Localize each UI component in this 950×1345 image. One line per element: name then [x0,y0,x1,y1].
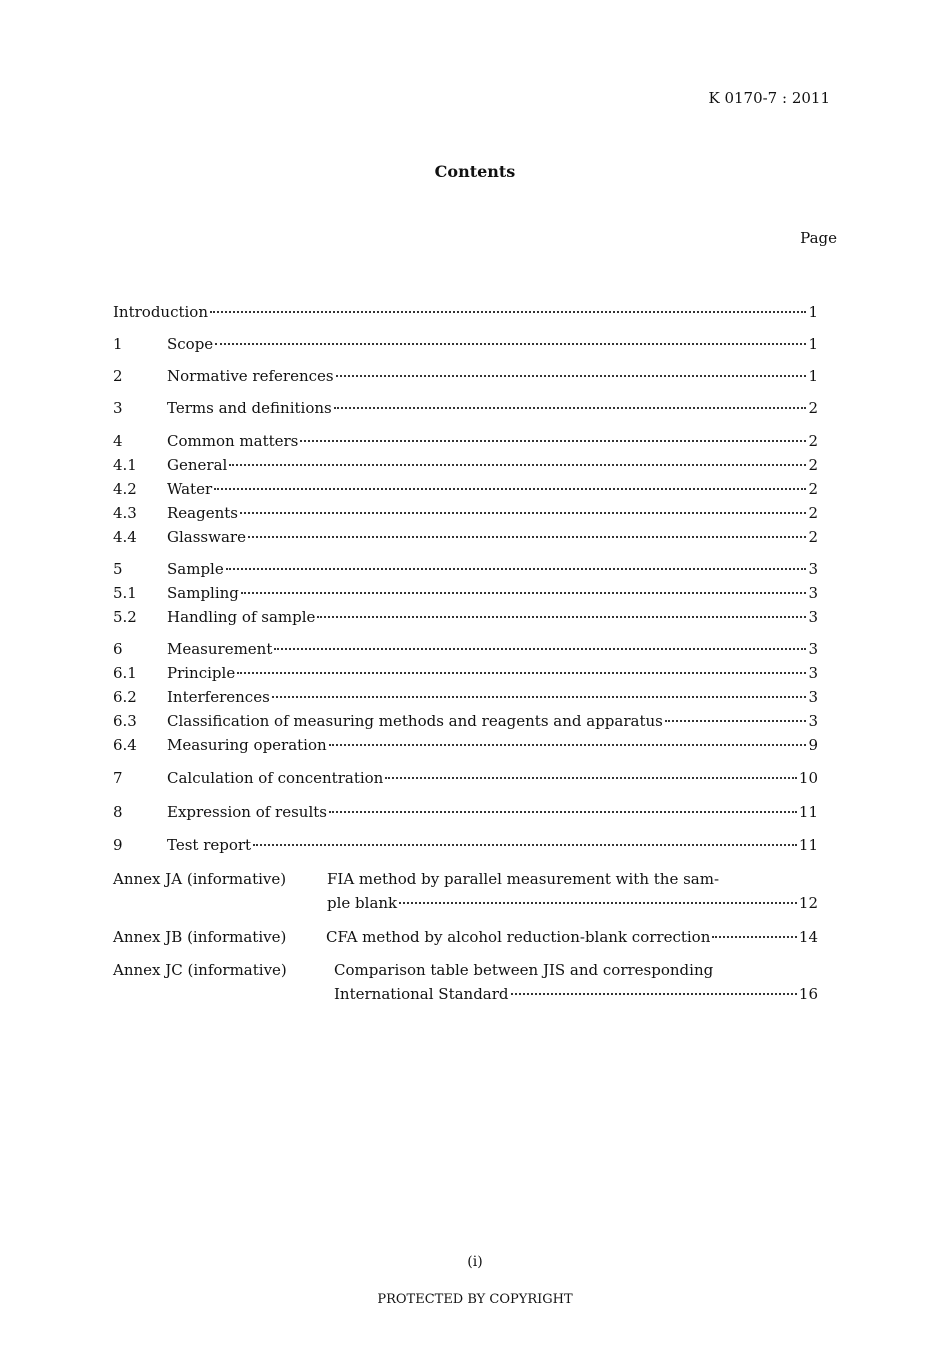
leader-dots [237,672,806,674]
toc-entry[interactable] [113,662,818,684]
annex-label: Annex JA (informative) [113,870,287,888]
toc-page: 2 [808,399,818,417]
leader-dots [712,936,797,938]
toc-page: 3 [808,608,818,626]
toc-entry[interactable] [113,606,818,628]
toc-number: 4.1 [113,456,137,474]
toc-page: 3 [808,712,818,730]
toc-entry[interactable] [113,582,818,604]
toc-number: 4.4 [113,528,137,546]
leader-dots [329,811,797,813]
toc-number: 1 [113,335,123,353]
toc-title: General [167,456,228,474]
toc-entry[interactable] [113,638,818,660]
toc-number: 2 [113,367,123,385]
leader-dots [229,464,806,466]
toc-title: Expression of results [167,803,327,821]
toc-entry[interactable] [113,686,818,708]
annex-label: Annex JB (informative) [113,928,287,946]
toc-number: 7 [113,769,123,787]
toc-entry[interactable] [113,333,818,355]
toc-number: 6.2 [113,688,137,706]
toc-number: 6.4 [113,736,137,754]
toc-title: Classification of measuring methods and reagents and apparatus [167,712,663,730]
toc-number: 6 [113,640,123,658]
toc-page: 2 [808,528,818,546]
toc-title: Reagents [167,504,238,522]
annex-title-line1: Comparison table between JIS and corresponding [334,961,714,979]
toc-entry[interactable] [113,834,818,856]
toc-page: 9 [808,736,818,754]
toc-number: 3 [113,399,123,417]
toc-title: Normative references [167,367,334,385]
toc-page: 1 [808,335,818,353]
annex-title-line2: International Standard [334,985,509,1003]
leader-dots [215,343,806,345]
contents-title: Contents [434,162,516,181]
toc-page: 3 [808,688,818,706]
leader-dots [240,512,806,514]
toc-title: Terms and definitions [167,399,332,417]
toc-entry[interactable] [113,558,818,580]
toc-page: 14 [798,928,818,946]
toc-title: Interferences [167,688,270,706]
page-column-label: Page [800,229,837,247]
toc-number: 9 [113,836,123,854]
toc-title: Sample [167,560,224,578]
toc-entry[interactable] [113,454,818,476]
toc-title: Principle [167,664,236,682]
leader-dots [272,696,807,698]
toc-entry[interactable] [113,734,818,756]
toc-title: Introduction [113,303,208,321]
footer-page-number: (i) [467,1254,483,1270]
toc-entry[interactable] [113,526,818,548]
toc-title: Handling of sample [167,608,316,626]
toc-page: 2 [808,432,818,450]
leader-dots [511,993,797,995]
toc-page: 2 [808,456,818,474]
toc-annex-jc[interactable] [113,958,818,1006]
toc-title: Water [167,480,213,498]
toc-page: 3 [808,640,818,658]
leader-dots [253,844,797,846]
document-id: K 0170-7 : 2011 [708,89,830,107]
toc-annex-jb[interactable] [113,925,818,949]
leader-dots [300,440,806,442]
toc-page: 3 [808,584,818,602]
leader-dots [274,648,806,650]
leader-dots [317,616,806,618]
leader-dots [214,488,806,490]
leader-dots [248,536,807,538]
toc-page: 2 [808,480,818,498]
toc-page: 16 [798,985,818,1003]
toc-title: Glassware [167,528,246,546]
toc-title: Calculation of concentration [167,769,384,787]
toc-annex-ja[interactable] [113,867,818,915]
toc-entry[interactable] [113,767,818,789]
toc-page: 1 [808,303,818,321]
toc-entry[interactable] [113,430,818,452]
toc-title: Test report [167,836,252,854]
toc-entry[interactable] [113,801,818,823]
toc-entry-introduction[interactable] [113,301,818,323]
leader-dots [665,720,807,722]
toc-number: 6.1 [113,664,137,682]
leader-dots [329,744,807,746]
toc-title: Common matters [167,432,299,450]
leader-dots [210,311,806,313]
toc-number: 6.3 [113,712,137,730]
toc-number: 4.2 [113,480,137,498]
toc-entry[interactable] [113,710,818,732]
toc-page: 1 [808,367,818,385]
leader-dots [336,375,807,377]
toc-page: 3 [808,560,818,578]
leader-dots [385,777,797,779]
toc-title: Scope [167,335,214,353]
toc-number: 5 [113,560,123,578]
toc-page: 10 [798,769,818,787]
leader-dots [334,407,807,409]
toc-title: Sampling [167,584,239,602]
toc-page: 11 [798,803,818,821]
annex-title-line2: ple blank [327,894,398,912]
leader-dots [399,902,797,904]
annex-label: Annex JC (informative) [113,961,287,979]
toc-page: 2 [808,504,818,522]
toc-number: 4 [113,432,123,450]
toc-page: 12 [798,894,818,912]
annex-title-line1: FIA method by parallel measurement with the sam- [327,870,720,888]
toc-entry[interactable] [113,478,818,500]
toc-title: Measurement [167,640,273,658]
toc-number: 5.1 [113,584,137,602]
toc-number: 5.2 [113,608,137,626]
leader-dots [226,568,807,570]
copyright-notice: PROTECTED BY COPYRIGHT [377,1292,573,1307]
toc-number: 8 [113,803,123,821]
toc-entry[interactable] [113,502,818,524]
leader-dots [241,592,807,594]
toc-entry[interactable] [113,397,818,419]
toc-title: Measuring operation [167,736,327,754]
toc-entry[interactable] [113,365,818,387]
toc-number: 4.3 [113,504,137,522]
toc-page: 3 [808,664,818,682]
toc-page: 11 [798,836,818,854]
annex-title: CFA method by alcohol reduction-blank correction [326,928,711,946]
